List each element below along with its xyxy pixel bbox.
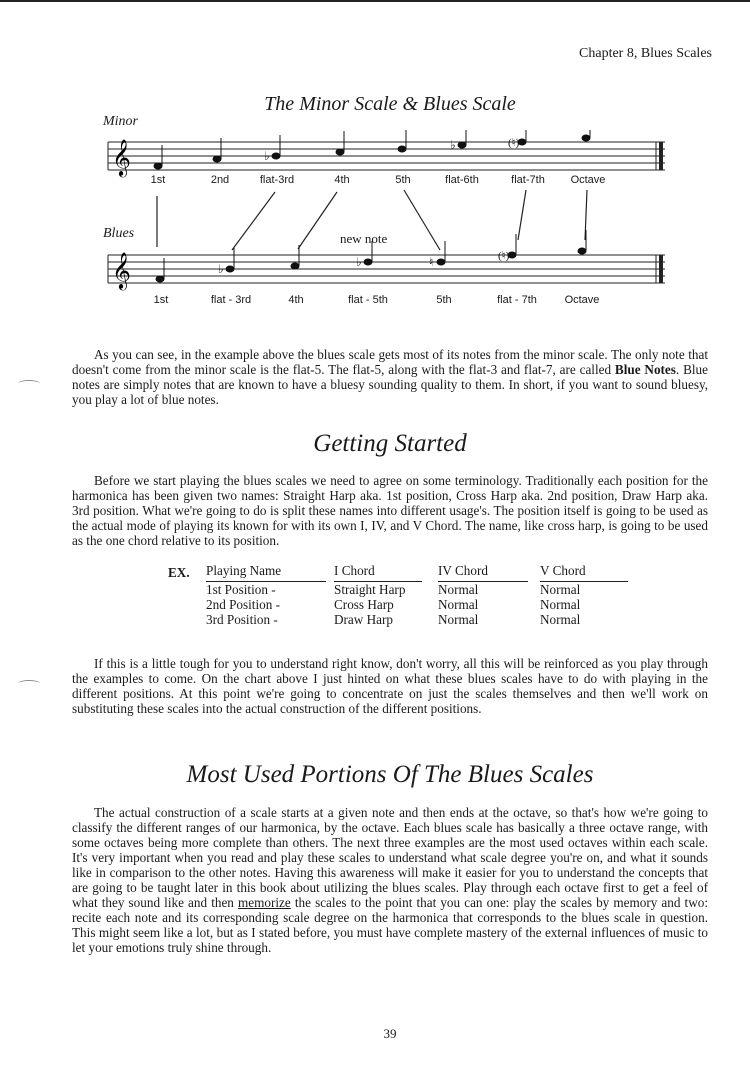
blues-note-label: 1st xyxy=(153,294,169,306)
blues-note-label: flat - 7th xyxy=(497,294,537,306)
blues-note xyxy=(156,276,164,282)
scale-notation-figure xyxy=(0,130,750,300)
blues-note xyxy=(437,259,445,265)
blues-note xyxy=(578,248,586,254)
svg-text:♮: ♮ xyxy=(429,255,434,269)
blues-staff-label: Blues xyxy=(103,226,135,241)
blues-note xyxy=(226,266,234,272)
blues-note-label: 4th xyxy=(288,294,304,306)
blues-note-label: flat - 5th xyxy=(348,294,388,306)
minor-note-label: flat-3rd xyxy=(259,174,295,186)
svg-text:♭: ♭ xyxy=(218,262,224,276)
terminology-paragraph: Before we start playing the blues scales we need to agree on some terminology. Traditionally each position for the harmonica has been given two names: Straight Harp aka. 1st position, Cross Harp aka. 2nd position, Draw Harp aka. 3rd position. What we're going to do is split these names into different usage's. The position itself is going to be used as the actual mode of playing its known for with its own I, IV, and V Chord. The name, like cross harp, is going to be used as the one chord relative to its position. xyxy=(72,473,708,548)
treble-clef-icon: 𝄞 xyxy=(112,251,131,289)
blues-note-label: 5th xyxy=(436,294,452,306)
minor-note xyxy=(398,146,406,152)
svg-text:♭: ♭ xyxy=(356,255,362,269)
minor-note-label: Octave xyxy=(570,174,606,186)
section-title-getting-started: Getting Started xyxy=(313,430,467,457)
column-playing-name: Playing Name 1st Position - 2nd Position - 3rd Position - xyxy=(206,563,326,627)
treble-clef-icon: 𝄞 xyxy=(112,138,131,176)
top-rule xyxy=(0,0,750,2)
section-title-most-used: Most Used Portions Of The Blues Scales xyxy=(186,761,594,788)
svg-text:♭: ♭ xyxy=(264,149,270,163)
minor-note-label: 5th xyxy=(395,174,411,186)
blues-staff xyxy=(108,255,665,283)
reinforcement-paragraph: If this is a little tough for you to understand right know, don't worry, all this will be reinforced as you play through the examples to come. On the chart above I just hinted on what these blues scales have to do with playing in the different positions. At this point we're going to concentrate on just the scales themselves and then we'll work on substituting these scales into the actual construction of the different positions. xyxy=(72,656,708,716)
minor-note-label: 4th xyxy=(334,174,350,186)
page-number: 39 xyxy=(383,1026,397,1041)
minor-note xyxy=(458,142,466,148)
blues-note-label: Octave xyxy=(564,294,600,306)
minor-note xyxy=(272,153,280,159)
minor-note xyxy=(154,163,162,169)
minor-staff-label: Minor xyxy=(103,114,138,129)
minor-note xyxy=(213,156,221,162)
blues-note xyxy=(291,263,299,269)
svg-text:(♮): (♮) xyxy=(508,137,520,149)
construction-paragraph: The actual construction of a scale starts at a given note and then ends at the octave, so that's how we're going to classify the different ranges of our harmonica, by the octave. Each blues scale has basically a three octave range, with some octaves being more complete than others. The next three examples are the most used octaves within each scale. It's very important when you read and play these scales to understand what scale degree you're on, and what it sounds like in comparison to the other notes. Having this awareness will make it easier for you to understand the concepts that are going to be taught later in this book about utilizing the blues scales. Play through each octave first to get a feel of what they sound like and then memorize the scales to the point that you can one: play the scales by memory and two: recite each note and its corresponding scale degree on the harmonica that corresponds to the blues scale in question. This might seem like a lot, but as I stated before, you must have complete mastery of the external influences of music to let your emotions truly shine through. xyxy=(72,805,709,955)
chapter-header: Chapter 8, Blues Scales xyxy=(579,46,712,61)
minor-note-label: 2nd xyxy=(210,174,230,186)
minor-note-label: 1st xyxy=(150,174,166,186)
svg-text:♭: ♭ xyxy=(450,138,456,152)
svg-text:(♮): (♮) xyxy=(498,250,510,262)
new-note-annotation: new note xyxy=(340,231,388,246)
minor-note xyxy=(582,135,590,141)
column-i-chord: I Chord Straight Harp Cross Harp Draw Harp xyxy=(334,563,422,627)
intro-paragraph: As you can see, in the example above the blues scale gets most of its notes from the minor scale. The only note that doesn't come from the minor scale is the flat-5. The flat-5, along with the flat-3 and flat-7, are called Blue Notes. Blue notes are simply notes that are known to have a bluesy sounding quality to them. In short, if you want to sound bluesy, you play a lot of blue notes. xyxy=(72,347,708,407)
minor-staff xyxy=(108,142,665,170)
minor-note xyxy=(336,149,344,155)
minor-note-label: flat-6th xyxy=(445,174,479,186)
blues-note-label: flat - 3rd xyxy=(210,294,252,306)
margin-mark xyxy=(18,380,40,387)
margin-mark xyxy=(18,680,40,687)
figure-title: The Minor Scale & Blues Scale xyxy=(264,93,516,115)
column-iv-chord: IV Chord Normal Normal Normal xyxy=(438,563,528,627)
minor-note-label: flat-7th xyxy=(511,174,545,186)
blues-note xyxy=(364,259,372,265)
column-v-chord: V Chord Normal Normal Normal xyxy=(540,563,628,627)
example-label: EX. xyxy=(168,565,190,580)
